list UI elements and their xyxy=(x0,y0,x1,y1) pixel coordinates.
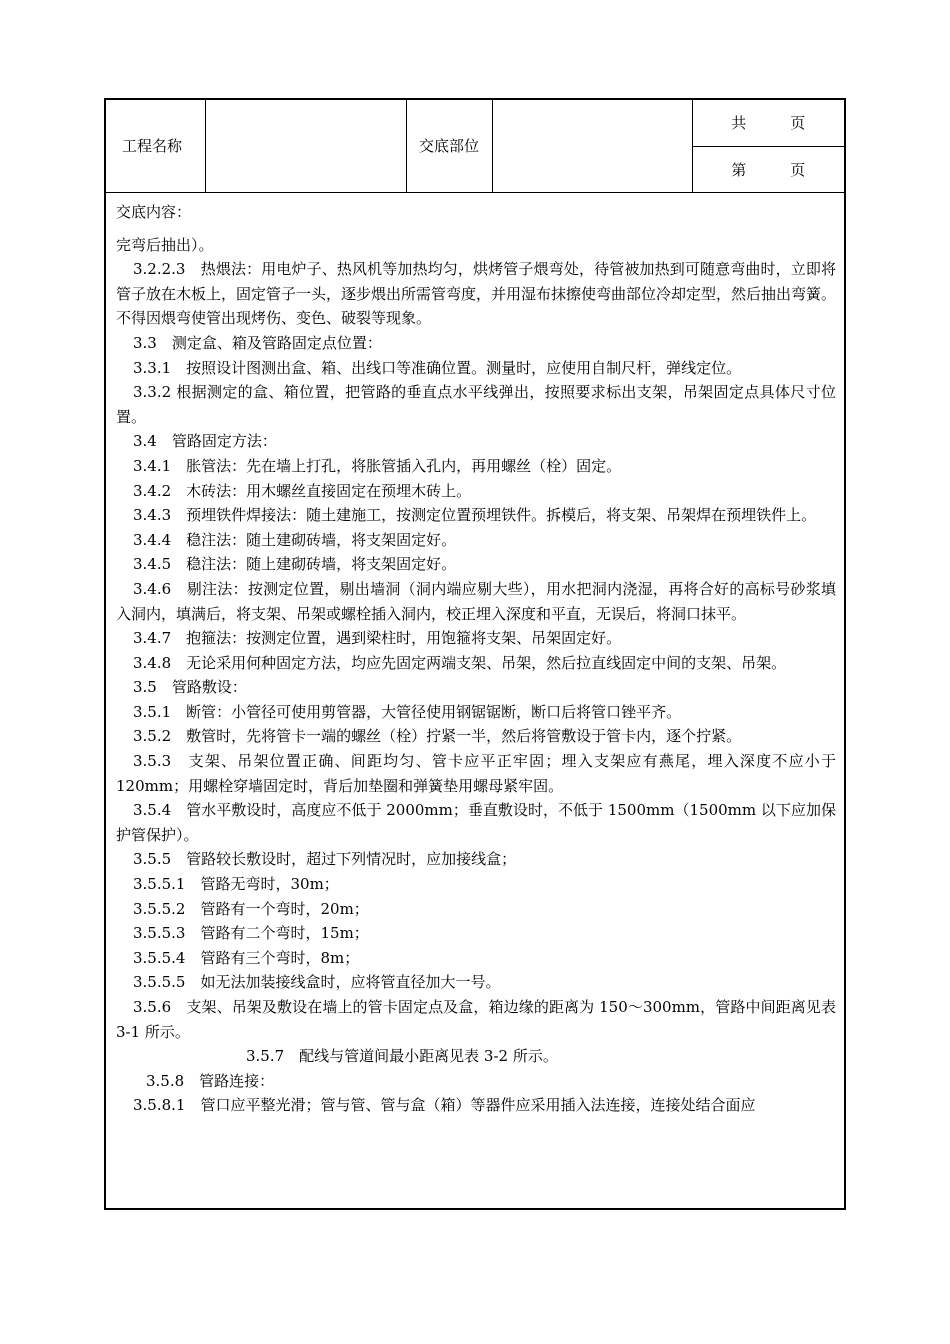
content-paragraph: 3.4.5 稳注法：随上建砌砖墙，将支架固定好。 xyxy=(133,555,457,574)
total-label-b: 页 xyxy=(790,114,806,133)
content-paragraph: 3.3.2 根据测定的盒、箱位置，把管路的垂直点水平线弹出，按照要求标出支架，吊架固定点具体尺寸位置。 xyxy=(116,383,836,426)
content-paragraph: 3.5.8 管路连接： xyxy=(146,1071,275,1090)
content-paragraph: 3.5.4 管水平敷设时，高度应不低于 2000mm；垂直敷设时，不低于 1500mm（1500mm 以下应加保护管保护）。 xyxy=(116,801,836,844)
content-paragraph: 3.5.5.2 管路有一个弯时，20m； xyxy=(133,899,369,918)
page-number-cell xyxy=(692,146,844,192)
content-paragraph: 3.4.7 抱箍法：按测定位置，遇到梁柱时，用饱箍将支架、吊架固定好。 xyxy=(133,629,622,648)
content-paragraph: 3.3 测定盒、箱及管路固定点位置： xyxy=(133,333,382,352)
content-paragraph: 3.5.5.4 管路有三个弯时，8m； xyxy=(133,948,360,967)
location-value[interactable] xyxy=(492,100,692,192)
total-label-a: 共 xyxy=(731,114,747,133)
content-paragraph: 3.5.1 断管：小管径可使用剪管器，大管径使用钢锯锯断，断口后将管口锉平齐。 xyxy=(133,702,682,721)
disclosure-sheet xyxy=(104,98,846,1210)
disclosure-content xyxy=(116,200,836,1118)
content-paragraph: 3.5.7 配线与管道间最小距离见表 3-2 所示。 xyxy=(246,1047,558,1066)
content-paragraph: 3.4.1 胀管法：先在墙上打孔，将胀管插入孔内，再用螺丝（栓）固定。 xyxy=(133,456,622,475)
content-paragraph: 完弯后抽出）。 xyxy=(116,235,214,254)
content-title: 交底内容： xyxy=(116,203,192,221)
content-paragraph: 3.5.5 管路较长敷设时，超过下列情况时，应加接线盒； xyxy=(133,850,517,869)
content-paragraph: 3.5.5.3 管路有二个弯时，15m； xyxy=(133,924,369,943)
location-label: 交底部位 xyxy=(406,100,492,192)
header-table xyxy=(106,100,844,193)
page-label-a: 第 xyxy=(731,160,747,179)
content-paragraph: 3.4.2 木砖法：用木螺丝直接固定在预埋木砖上。 xyxy=(133,481,472,500)
project-name-label: 工程名称 xyxy=(106,100,205,192)
content-paragraph: 3.4.8 无论采用何种固定方法，均应先固定两端支架、吊架，然后拉直线固定中间的支架、吊架。 xyxy=(133,653,787,672)
content-paragraph: 3.5 管路敷设： xyxy=(133,678,247,697)
total-pages-cell xyxy=(692,100,844,146)
content-paragraph: 3.4.3 预埋铁件焊接法：随土建施工，按测定位置预埋铁件。拆模后，将支架、吊架焊在预埋铁件上。 xyxy=(133,506,817,525)
content-paragraph: 3.5.3 支架、吊架位置正确、间距均匀、管卡应平正牢固；埋入支架应有燕尾，埋入深度不应小于 120mm；用螺栓穿墙固定时，背后加垫圈和弹簧垫用螺母紧牢固。 xyxy=(116,752,836,795)
project-name-value[interactable] xyxy=(205,100,406,192)
content-paragraph: 3.4.4 稳注法：随土建砌砖墙，将支架固定好。 xyxy=(133,530,457,549)
content-paragraph: 3.3.1 按照设计图测出盒、箱、出线口等准确位置。测量时，应使用自制尺杆，弹线定位。 xyxy=(133,358,742,377)
content-paragraph: 3.2.2.3 热煨法：用电炉子、热风机等加热均匀，烘烤管子煨弯处，待管被加热到可随意弯曲时，立即将管子放在木板上，固定管子一头，逐步煨出所需管弯度，并用湿布抹擦使弯曲部位冷却定型，然后抽出弯簧。不得因煨弯使管出现烤伤、变色、破裂等现象。 xyxy=(116,260,837,328)
content-paragraph: 3.4 管路固定方法： xyxy=(133,432,277,451)
content-paragraph: 3.5.2 敷管时，先将管卡一端的螺丝（栓）拧紧一半，然后将管敷设于管卡内，逐个拧紧。 xyxy=(133,727,742,746)
content-paragraph: 3.5.8.1 管口应平整光滑；管与管、管与盒（箱）等器件应采用插入法连接，连接处结合面应 xyxy=(133,1096,756,1115)
content-paragraph: 3.5.6 支架、吊架及敷设在墙上的管卡固定点及盒，箱边缘的距离为 150～300mm，管路中间距离见表 3-1 所示。 xyxy=(116,998,836,1041)
content-paragraph: 3.5.5.1 管路无弯时，30m； xyxy=(133,875,339,894)
content-paragraph: 3.4.6 剔注法：按测定位置，剔出墙洞（洞内端应剔大些），用水把洞内浇湿，再将合好的高标号砂浆填入洞内，填满后，将支架、吊架或螺栓插入洞内，校正埋入深度和平直，无误后，将洞口抹平。 xyxy=(116,579,836,623)
page-label-b: 页 xyxy=(790,160,806,179)
content-paragraph: 3.5.5.5 如无法加装接线盒时，应将管直径加大一号。 xyxy=(133,973,501,992)
